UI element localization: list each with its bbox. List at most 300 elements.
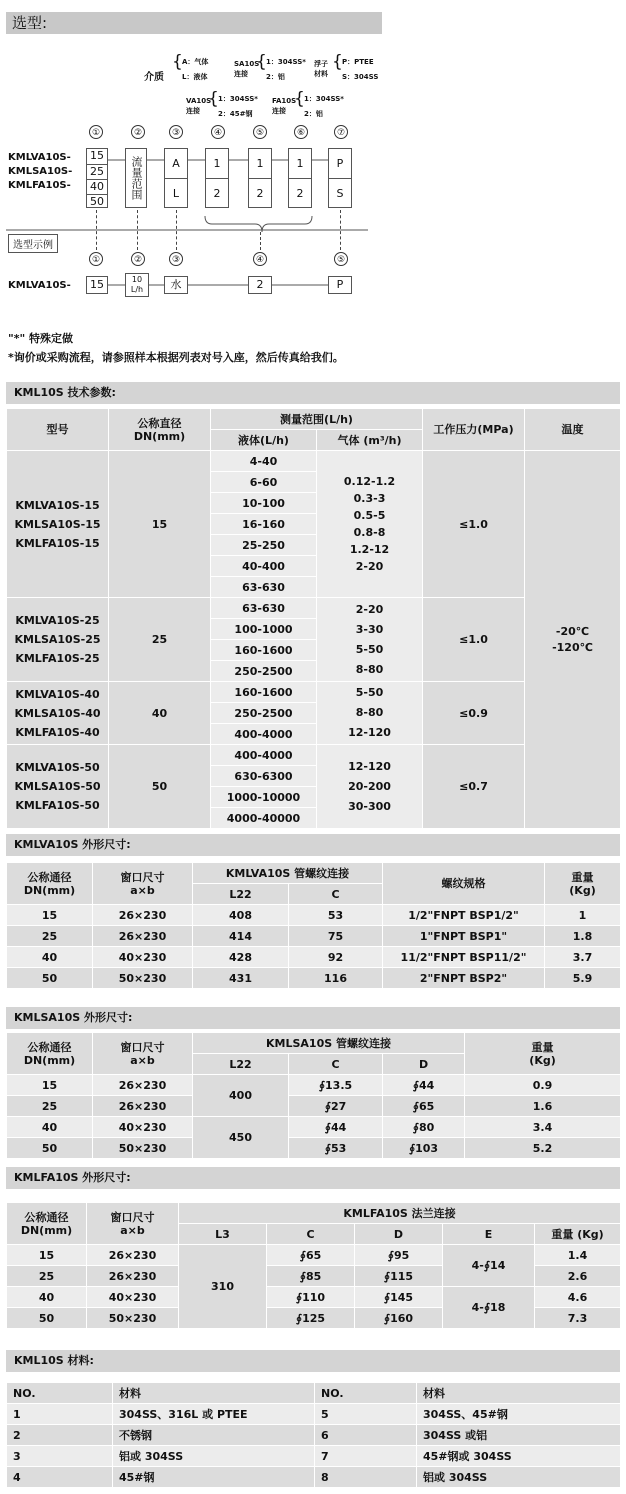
example-range-value: 10 [131, 275, 143, 284]
c-cell: ∮27 [289, 1096, 383, 1117]
model-cell-line: KMLFA10S-15 [15, 536, 100, 550]
header-dn-line: DN(mm) [20, 1223, 73, 1237]
l22-cell: 408 [193, 905, 289, 926]
pressure-cell: ≤1.0 [423, 451, 525, 598]
liquid-range-cell: 4000-40000 [211, 808, 317, 829]
no-cell: 1 [7, 1404, 113, 1425]
gas-range-cell [317, 745, 423, 829]
sa-table [6, 1032, 621, 1159]
example-medium-box: 水 [164, 276, 188, 294]
sa-note-label1: SA10S [234, 60, 260, 68]
c-cell: ∮65 [267, 1245, 355, 1266]
gas-range-cell-line: 0.12-1.2 [343, 475, 396, 488]
example-circle-2: ② [131, 252, 145, 266]
dn-cell: 40 [7, 947, 93, 968]
medium-note-l: L：液体 [182, 73, 208, 81]
header-weight-line: (Kg) [569, 883, 596, 897]
materials-header-row [7, 1383, 621, 1404]
material-cell: 304SS 或铝 [417, 1425, 621, 1446]
header-dn-line: 公称通径 [27, 1040, 72, 1054]
header-dn [7, 863, 93, 905]
fa-note-label2: 连接 [272, 107, 286, 115]
header-liquid: 液体(L/h) [211, 430, 317, 451]
model-cell-line: KMLSA10S-40 [14, 706, 101, 720]
material-cell: 铝或 304SS [113, 1446, 315, 1467]
tech-section-title: KML10S 技术参数: [6, 382, 620, 404]
window-cell: 26×230 [93, 905, 193, 926]
medium-options-box [164, 148, 188, 208]
dashed-connector [137, 210, 138, 250]
medium-option: A [165, 149, 187, 179]
weight-cell: 5.2 [465, 1138, 621, 1159]
header-no: NO. [315, 1383, 417, 1404]
model-cell-line: KMLFA10S-50 [15, 799, 100, 812]
header-weight-line: 重量 [531, 1040, 554, 1054]
liquid-range-cell: 630-6300 [211, 766, 317, 787]
d-cell: ∮95 [355, 1245, 443, 1266]
weight-cell: 1.4 [535, 1245, 621, 1266]
liquid-range-cell: 40-400 [211, 556, 317, 577]
header-conn: KMLVA10S 管螺纹连接 [193, 863, 383, 884]
header-weight [465, 1033, 621, 1075]
brace-glyph: { [294, 89, 305, 109]
header-window-line: a×b [130, 883, 155, 897]
sa-note-o2: 2：铝 [266, 73, 285, 81]
dn-cell: 50 [7, 1308, 87, 1329]
d-cell: ∮145 [355, 1287, 443, 1308]
no-cell: 7 [315, 1446, 417, 1467]
gas-range-cell-line: 0.8-8 [353, 526, 386, 539]
fa-note-label1: FA10S [272, 97, 297, 105]
medium-note-label: 介质 [144, 72, 164, 83]
dn-cell: 40 [7, 1287, 87, 1308]
conn-option: 2 [296, 187, 304, 200]
header-l22: L22 [193, 884, 289, 905]
dn-cell: 15 [109, 451, 211, 598]
temp-cell [525, 451, 621, 829]
materials-section-title: KML10S 材料: [6, 1350, 620, 1372]
header-range: 测量范围(L/h) [211, 409, 423, 430]
no-cell: 6 [315, 1425, 417, 1446]
header-dn [7, 1203, 87, 1245]
sa-row [7, 1117, 621, 1138]
c-cell: ∮125 [267, 1308, 355, 1329]
fa-row [7, 1287, 621, 1308]
liquid-range-cell: 63-630 [211, 598, 317, 619]
materials-row [7, 1404, 621, 1425]
material-cell: 304SS、316L 或 PTEE [113, 1404, 315, 1425]
header-dn-line: DN(mm) [23, 883, 76, 897]
header-no: NO. [7, 1383, 113, 1404]
model-line-fa: KMLFA10S- [8, 180, 71, 191]
c-cell: 75 [289, 926, 383, 947]
d-cell: ∮65 [383, 1096, 465, 1117]
example-label: 选型示例 [8, 234, 58, 253]
c-cell: ∮53 [289, 1138, 383, 1159]
header-window-line: a×b [120, 1223, 145, 1237]
dashed-connector [176, 210, 177, 250]
header-e: E [443, 1224, 535, 1245]
dn-cell: 50 [7, 1138, 93, 1159]
model-cell [7, 682, 109, 745]
dn-option: 25 [87, 165, 107, 180]
gas-range-cell [317, 682, 423, 745]
header-l22: L22 [193, 1054, 289, 1075]
gas-range-cell-line: 5-50 [355, 686, 384, 699]
conn-option: 2 [256, 187, 264, 200]
header-window-line: 窗口尺寸 [120, 870, 165, 884]
header-model: 型号 [7, 409, 109, 451]
d-cell: ∮103 [383, 1138, 465, 1159]
liquid-range-cell: 250-2500 [211, 703, 317, 724]
fa-header-row [7, 1203, 621, 1224]
va-table [6, 862, 621, 989]
header-window [93, 1033, 193, 1075]
example-conn-box: 2 [248, 276, 272, 294]
pressure-cell: ≤1.0 [423, 598, 525, 682]
gas-range-cell-line: 8-80 [355, 706, 384, 719]
example-model: KMLVA10S- [8, 280, 71, 291]
header-dn-line: DN(mm) [23, 1053, 76, 1067]
dn-option: 50 [90, 195, 104, 208]
thread-cell: 2"FNPT BSP2" [383, 968, 545, 989]
header-dn [7, 1033, 93, 1075]
example-float-box: P [328, 276, 352, 294]
l22-cell: 431 [193, 968, 289, 989]
liquid-range-cell: 4-40 [211, 451, 317, 472]
inquiry-note: *询价或采购流程，请参照样本根据列表对号入座，然后传真给我们。 [8, 351, 344, 364]
dn-options-box [86, 148, 108, 208]
example-circle-5: ⑤ [334, 252, 348, 266]
tech-header-row [7, 409, 621, 430]
header-d: D [383, 1054, 465, 1075]
float-option: P [329, 149, 351, 179]
header-gas: 气体 (m³/h) [317, 430, 423, 451]
sa-row [7, 1138, 621, 1159]
float-note-o1: P：PTEE [342, 58, 374, 66]
circle-4: ④ [211, 125, 225, 139]
float-note-label2: 材料 [314, 70, 328, 78]
dn-cell: 25 [109, 598, 211, 682]
va-conn-options-box [205, 148, 229, 208]
circle-1: ① [89, 125, 103, 139]
header-window [93, 863, 193, 905]
thread-cell: 11/2"FNPT BSP11/2" [383, 947, 545, 968]
window-cell: 40×230 [93, 1117, 193, 1138]
header-temp: 温度 [525, 409, 621, 451]
header-window [87, 1203, 179, 1245]
selection-title: 选型: [6, 12, 382, 34]
example-range-box [125, 273, 149, 297]
brace-glyph: { [256, 52, 267, 72]
model-cell-line: KMLFA10S-25 [15, 652, 100, 665]
fa-conn-options-box [288, 148, 312, 208]
thread-cell: 1/2"FNPT BSP1/2" [383, 905, 545, 926]
temp-cell-line: -120℃ [552, 640, 593, 654]
l22-cell: 450 [193, 1117, 289, 1159]
tech-table [6, 408, 621, 829]
gas-range-cell-line: 20-200 [348, 779, 391, 793]
material-cell: 不锈钢 [113, 1425, 315, 1446]
va-row [7, 905, 621, 926]
material-cell: 铝或 304SS [417, 1467, 621, 1488]
pressure-cell: ≤0.9 [423, 682, 525, 745]
sa-row [7, 1075, 621, 1096]
sa-conn-options-box [248, 148, 272, 208]
d-cell: ∮115 [355, 1266, 443, 1287]
va-row [7, 968, 621, 989]
header-dn-line: 公称通径 [27, 870, 72, 884]
example-circle-4: ④ [253, 252, 267, 266]
d-cell: ∮160 [355, 1308, 443, 1329]
header-weight-line: 重量 [571, 870, 594, 884]
gas-range-cell-line: 0.3-3 [353, 492, 386, 505]
header-material: 材料 [417, 1383, 621, 1404]
dashed-connector [340, 210, 341, 250]
model-cell-line: KMLVA10S-50 [15, 761, 100, 774]
liquid-range-cell: 6-60 [211, 472, 317, 493]
model-cell-line: KMLSA10S-25 [14, 633, 101, 646]
gas-range-cell-line: 5-50 [355, 642, 384, 656]
sa-note-label2: 连接 [234, 70, 248, 78]
medium-option: L [172, 187, 180, 200]
material-cell: 45#钢或 304SS [417, 1446, 621, 1467]
gas-range-cell-line: 12-120 [348, 759, 391, 773]
dn-cell: 25 [7, 926, 93, 947]
gas-range-cell [317, 451, 423, 598]
liquid-range-cell: 100-1000 [211, 619, 317, 640]
materials-row [7, 1425, 621, 1446]
window-cell: 26×230 [87, 1266, 179, 1287]
liquid-range-cell: 400-4000 [211, 745, 317, 766]
header-c: C [289, 884, 383, 905]
liquid-range-cell: 400-4000 [211, 724, 317, 745]
materials-row [7, 1467, 621, 1488]
window-cell: 40×230 [87, 1287, 179, 1308]
fa-section-title: KMLFA10S 外形尺寸: [6, 1167, 620, 1189]
model-cell-line: KMLFA10S-40 [15, 725, 100, 739]
dn-cell: 25 [7, 1096, 93, 1117]
selection-diagram [0, 40, 626, 310]
material-cell: 304SS、45#钢 [417, 1404, 621, 1425]
dn-option: 40 [87, 180, 107, 195]
materials-table [6, 1382, 621, 1488]
dn-cell: 50 [7, 968, 93, 989]
model-cell-line: KMLVA10S-25 [15, 614, 100, 627]
dn-cell: 25 [7, 1266, 87, 1287]
gas-range-cell-line: 12-120 [348, 726, 391, 739]
weight-cell: 0.9 [465, 1075, 621, 1096]
sa-section-title: KMLSA10S 外形尺寸: [6, 1007, 620, 1029]
weight-cell: 1 [545, 905, 621, 926]
fa-row [7, 1245, 621, 1266]
c-cell: ∮85 [267, 1266, 355, 1287]
dn-cell: 40 [109, 682, 211, 745]
conn-option: 2 [213, 187, 221, 200]
header-conn: KMLSA10S 管螺纹连接 [193, 1033, 465, 1054]
model-line-sa: KMLSA10S- [8, 166, 73, 177]
float-note-label1: 浮子 [314, 60, 328, 68]
conn-option: 1 [289, 149, 311, 179]
weight-cell: 7.3 [535, 1308, 621, 1329]
header-d: D [355, 1224, 443, 1245]
thread-cell: 1"FNPT BSP1" [383, 926, 545, 947]
d-cell: ∮44 [383, 1075, 465, 1096]
va-header-row [7, 863, 621, 884]
va-note-label2: 连接 [186, 107, 200, 115]
flow-range-box: 流量范围 [125, 148, 147, 208]
header-weight [545, 863, 621, 905]
weight-cell: 4.6 [535, 1287, 621, 1308]
window-cell: 50×230 [87, 1308, 179, 1329]
dn-option: 15 [87, 149, 107, 165]
dn-cell: 15 [7, 1075, 93, 1096]
liquid-range-cell: 25-250 [211, 535, 317, 556]
model-cell-line: KMLVA10S-15 [15, 498, 100, 512]
example-range-unit: L/h [130, 285, 144, 294]
liquid-range-cell: 63-630 [211, 577, 317, 598]
weight-cell: 3.7 [545, 947, 621, 968]
model-cell-line: KMLSA10S-15 [14, 517, 101, 531]
pressure-cell: ≤0.7 [423, 745, 525, 829]
circle-6: ⑥ [294, 125, 308, 139]
header-window-line: 窗口尺寸 [110, 1210, 155, 1224]
l22-cell: 428 [193, 947, 289, 968]
no-cell: 4 [7, 1467, 113, 1488]
dn-cell: 50 [109, 745, 211, 829]
header-dn-line: DN(mm) [133, 429, 186, 443]
gas-range-cell-line: 30-300 [348, 799, 391, 813]
liquid-range-cell: 160-1600 [211, 682, 317, 703]
va-note-o1: 1：304SS* [218, 95, 258, 103]
dashed-connector [96, 210, 97, 250]
d-cell: ∮80 [383, 1117, 465, 1138]
model-cell-line: KMLVA10S-40 [15, 687, 100, 701]
c-cell: ∮110 [267, 1287, 355, 1308]
dn-cell: 40 [7, 1117, 93, 1138]
header-weight-line: (Kg) [529, 1053, 556, 1067]
model-line-va: KMLVA10S- [8, 152, 71, 163]
header-window-line: 窗口尺寸 [120, 1040, 165, 1054]
gas-range-cell-line: 0.5-5 [353, 509, 386, 522]
dn-cell: 15 [7, 905, 93, 926]
float-option: S [336, 187, 344, 200]
gas-range-cell-line: 2-20 [355, 602, 384, 616]
liquid-range-cell: 1000-10000 [211, 787, 317, 808]
model-cell-line: KMLSA10S-50 [14, 780, 101, 793]
window-cell: 50×230 [93, 968, 193, 989]
material-cell: 45#钢 [113, 1467, 315, 1488]
header-material: 材料 [113, 1383, 315, 1404]
brace-glyph: { [172, 52, 183, 72]
header-conn: KMLFA10S 法兰连接 [179, 1203, 621, 1224]
c-cell: ∮13.5 [289, 1075, 383, 1096]
model-cell [7, 745, 109, 829]
header-window-line: a×b [130, 1053, 155, 1067]
gas-range-cell-line: 2-20 [355, 560, 384, 573]
header-thread: 螺纹规格 [383, 863, 545, 905]
fa-note-o2: 2：铝 [304, 110, 323, 118]
medium-note-a: A：气体 [182, 58, 209, 66]
fa-table [6, 1202, 621, 1329]
model-cell [7, 451, 109, 598]
float-note-o2: S：304SS [342, 73, 379, 81]
dashed-connector [260, 232, 261, 250]
c-cell: 92 [289, 947, 383, 968]
circle-2: ② [131, 125, 145, 139]
example-dn-box: 15 [86, 276, 108, 294]
window-cell: 26×230 [93, 1096, 193, 1117]
example-circle-3: ③ [169, 252, 183, 266]
window-cell: 26×230 [87, 1245, 179, 1266]
tech-row [7, 451, 621, 472]
header-dn-line: 公称直径 [137, 416, 182, 430]
conn-option: 1 [249, 149, 271, 179]
window-cell: 26×230 [93, 1075, 193, 1096]
float-options-box [328, 148, 352, 208]
no-cell: 5 [315, 1404, 417, 1425]
va-note-o2: 2：45#钢 [218, 110, 253, 118]
liquid-range-cell: 250-2500 [211, 661, 317, 682]
gas-range-cell-line: 1.2-12 [349, 543, 390, 556]
conn-option: 1 [206, 149, 228, 179]
window-cell: 40×230 [93, 947, 193, 968]
liquid-range-cell: 10-100 [211, 493, 317, 514]
weight-cell: 2.6 [535, 1266, 621, 1287]
example-circle-1: ① [89, 252, 103, 266]
c-cell: 53 [289, 905, 383, 926]
circle-3: ③ [169, 125, 183, 139]
fa-note-o1: 1：304SS* [304, 95, 344, 103]
va-note-label1: VA10S [186, 97, 212, 105]
dn-cell: 15 [7, 1245, 87, 1266]
l22-cell: 400 [193, 1075, 289, 1117]
circle-7: ⑦ [334, 125, 348, 139]
header-c: C [289, 1054, 383, 1075]
sa-header-row [7, 1033, 621, 1054]
sa-note-o1: 1：304SS* [266, 58, 306, 66]
e-cell: 4-∮18 [443, 1287, 535, 1329]
no-cell: 8 [315, 1467, 417, 1488]
header-dn-line: 公称通径 [24, 1210, 69, 1224]
window-cell: 26×230 [93, 926, 193, 947]
header-pressure: 工作压力(MPa) [423, 409, 525, 451]
c-cell: 116 [289, 968, 383, 989]
weight-cell: 5.9 [545, 968, 621, 989]
brace-glyph: { [332, 52, 343, 72]
liquid-range-cell: 16-160 [211, 514, 317, 535]
temp-cell-line: -20℃ [555, 624, 590, 638]
model-cell [7, 598, 109, 682]
va-section-title: KMLVA10S 外形尺寸: [6, 834, 620, 856]
no-cell: 2 [7, 1425, 113, 1446]
l3-cell: 310 [179, 1245, 267, 1329]
va-row [7, 947, 621, 968]
va-row [7, 926, 621, 947]
header-l3: L3 [179, 1224, 267, 1245]
materials-row [7, 1446, 621, 1467]
gas-range-cell [317, 598, 423, 682]
circle-5: ⑤ [253, 125, 267, 139]
brace-glyph: { [208, 89, 219, 109]
c-cell: ∮44 [289, 1117, 383, 1138]
weight-cell: 1.8 [545, 926, 621, 947]
weight-cell: 3.4 [465, 1117, 621, 1138]
l22-cell: 414 [193, 926, 289, 947]
gas-range-cell-line: 8-80 [355, 662, 384, 676]
window-cell: 50×230 [93, 1138, 193, 1159]
liquid-range-cell: 160-1600 [211, 640, 317, 661]
